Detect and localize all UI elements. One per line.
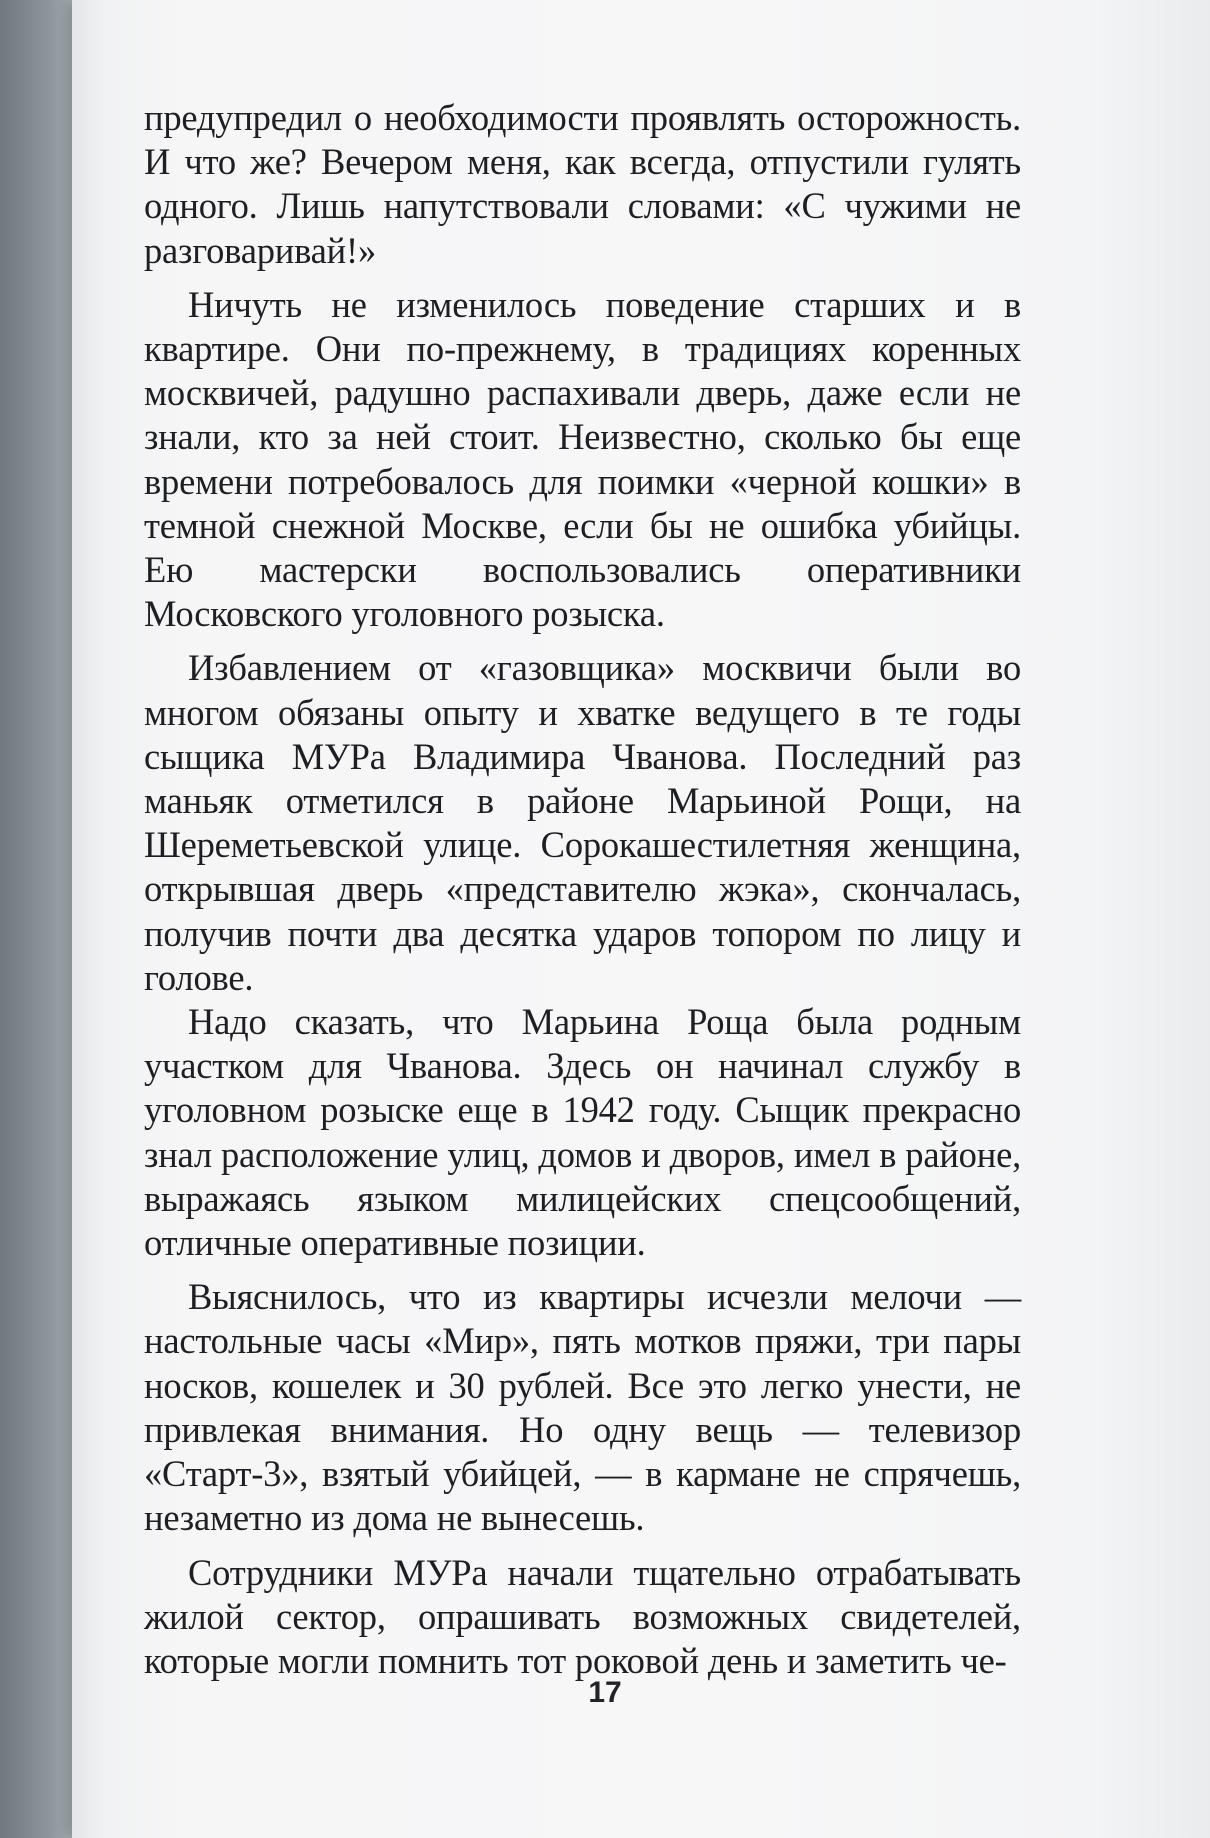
page-text-body	[144, 96, 1021, 1683]
page-number: 17	[588, 1676, 622, 1709]
paragraph-1: предупредил о необходимости проявлять осторожность. И что же? Вечером меня, как всегда, отпустили гулять одного. Лишь напутствовали словами: «С чужими не разговаривай!»	[144, 97, 1021, 271]
paragraph-4: Надо сказать, что Марьина Роща была родным участком для Чванова. Здесь он начинал службу в уголовном розыске еще в 1942 году. Сыщик прекрасно знал расположение улиц, домов и дворов, имел в районе, выражаясь языком милицейских спецсообщений, отличные оперативные позиции.	[144, 1001, 1021, 1264]
paragraph-5: Выяснилось, что из квартиры исчезли мелочи — настольные часы «Мир», пять мотков пряжи, три пары носков, кошелек и 30 рублей. Все это легко унести, не привлекая внимания. Но одну вещь — телевизор «Старт-3», взятый убийцей, — в кармане не спрячешь, незаметно из дома не вынесешь.	[144, 1276, 1021, 1539]
paragraph-3: Избавлением от «газовщика» москвичи были во многом обязаны опыту и хватке ведущего в те годы сыщика МУРа Владимира Чванова. Последний раз маньяк отметился в районе Марьиной Рощи, на Шереметьевской улице. Сорокашестилетняя женщина, открывшая дверь «представителю жэка», скончалась, получив почти два десятка ударов топором по лицу и голове.	[144, 647, 1021, 998]
paragraph-2: Ничуть не изменилось поведение старших и в квартире. Они по-прежнему, в традициях коренных москвичей, радушно распахивали дверь, даже если не знали, кто за ней стоит. Неизвестно, сколько бы еще времени потребовалось для поимки «черной кошки» в темной снежной Москве, если бы не ошибка убийцы. Ею мастерски воспользовались оперативники Московского уголовного розыска.	[144, 283, 1021, 635]
paragraph-6: Сотрудники МУРа начали тщательно отрабатывать жилой сектор, опрашивать возможных свидетелей, которые могли помнить тот роковой день и заметить че-	[144, 1551, 1021, 1681]
